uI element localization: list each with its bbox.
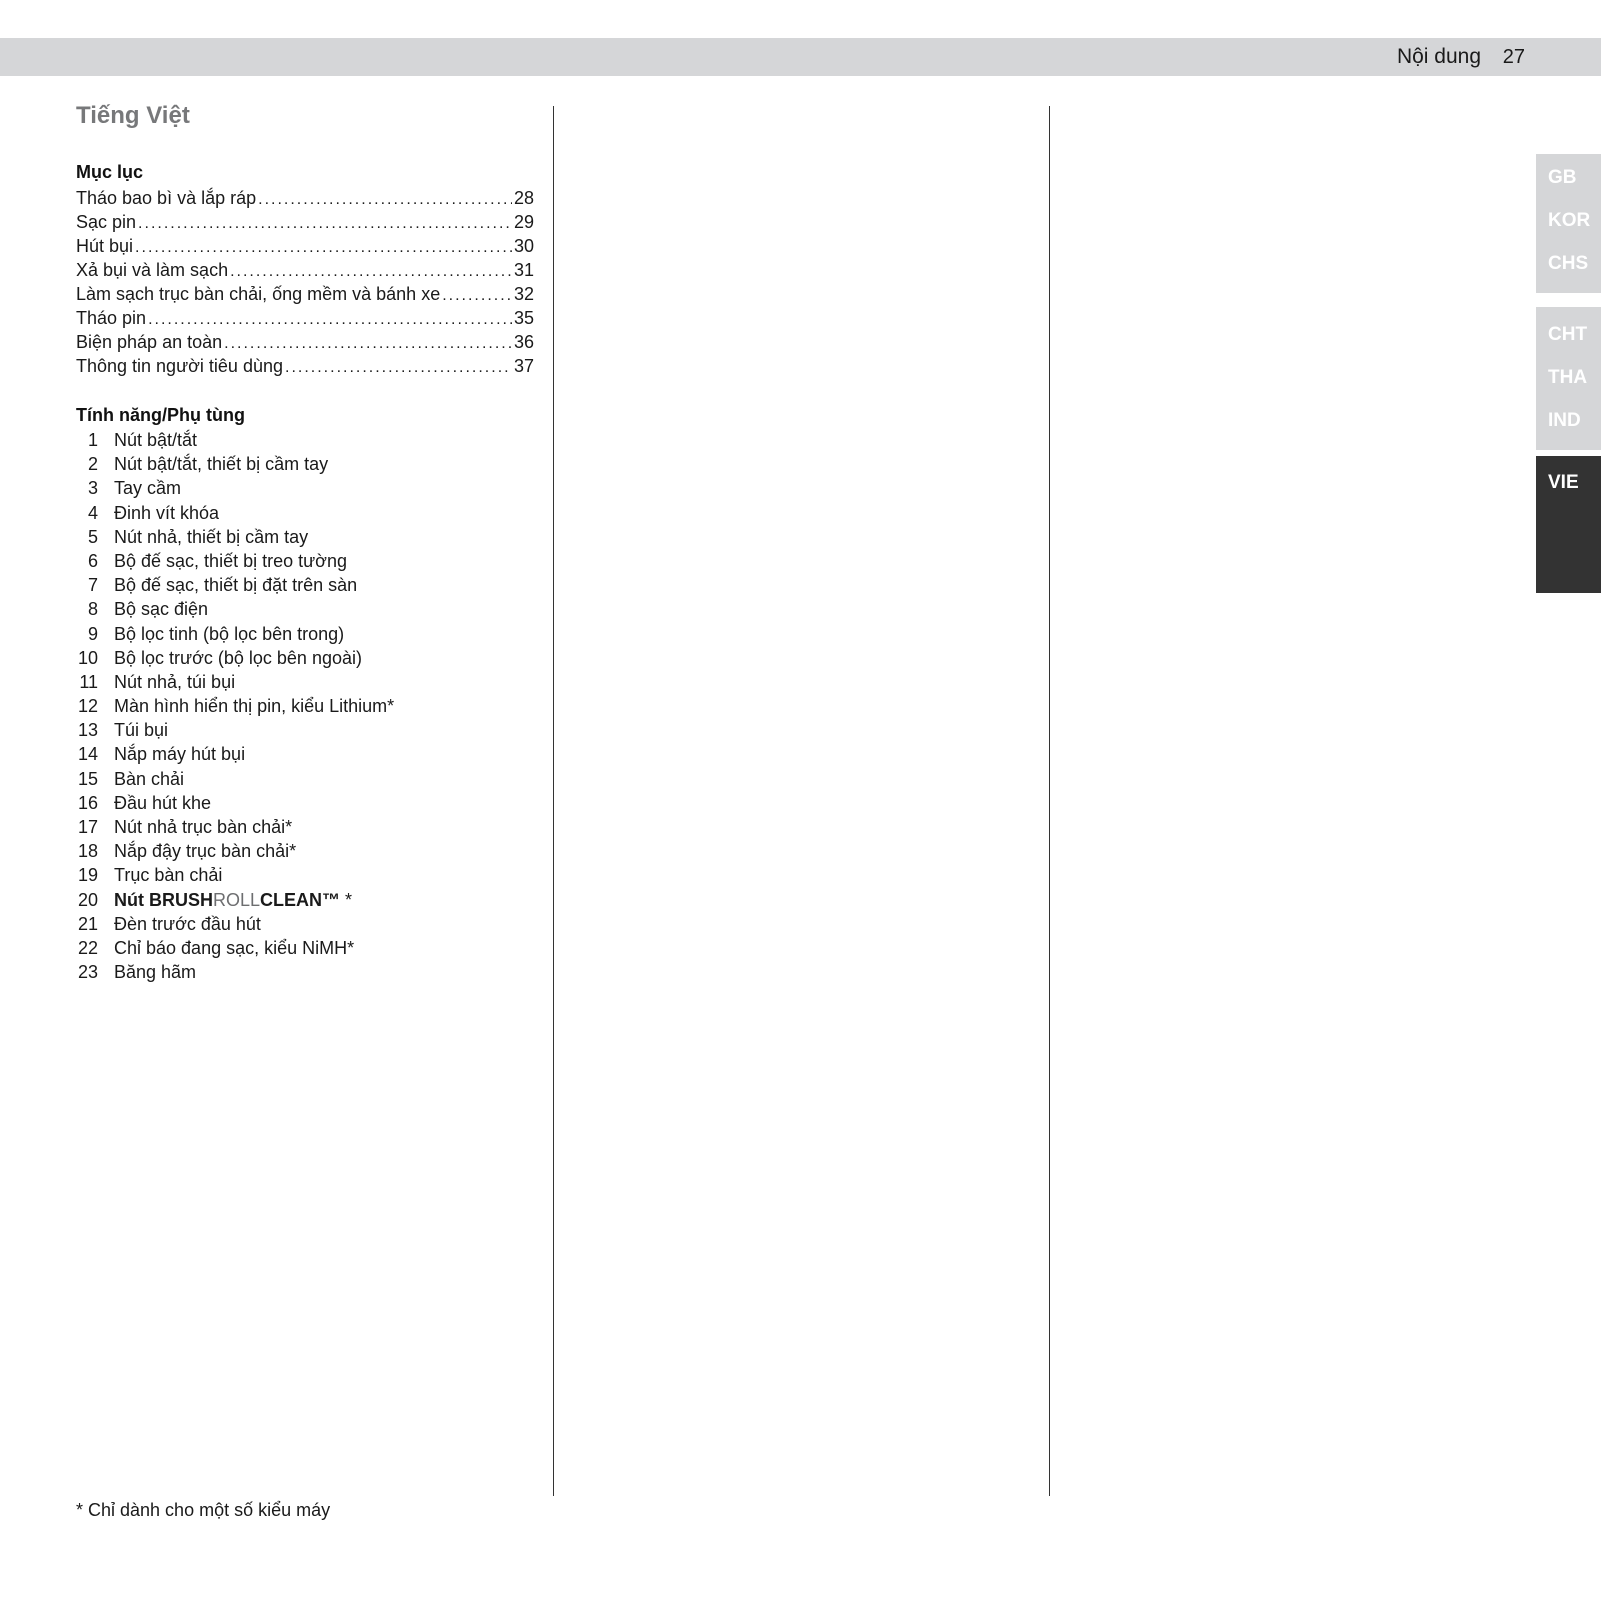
feature-item bbox=[76, 597, 534, 621]
toc-leader bbox=[135, 236, 512, 260]
feature-label: Chỉ báo đang sạc, kiểu NiMH* bbox=[114, 937, 355, 958]
toc-item[interactable] bbox=[76, 210, 534, 234]
feature-number: 11 bbox=[79, 671, 98, 692]
feature-number: 22 bbox=[77, 937, 98, 958]
feature-label: Tay cầm bbox=[114, 478, 182, 499]
feature-label: Nắp máy hút bụi bbox=[114, 744, 246, 765]
tab-gb[interactable]: GB bbox=[1548, 167, 1577, 188]
feature-number: 15 bbox=[77, 768, 98, 789]
feature-item bbox=[76, 815, 534, 839]
feature-label: Băng hãm bbox=[114, 962, 197, 983]
toc-leader bbox=[285, 356, 512, 380]
feature-number: 19 bbox=[77, 865, 98, 886]
feature-item bbox=[76, 525, 534, 549]
toc-item-page: 32 bbox=[513, 284, 534, 304]
brand-asterisk: * bbox=[340, 889, 353, 910]
feature-item bbox=[76, 476, 534, 500]
feature-item bbox=[76, 501, 534, 525]
features-heading: Tính năng/Phụ tùng bbox=[76, 405, 245, 425]
toc-heading: Mục lục bbox=[76, 162, 144, 182]
feature-number: 5 bbox=[87, 526, 98, 547]
feature-item bbox=[76, 742, 534, 766]
brand-light: ROLL bbox=[213, 889, 261, 910]
feature-number: 13 bbox=[77, 720, 98, 741]
feature-label: Màn hình hiển thị pin, kiểu Lithium* bbox=[114, 696, 395, 717]
toc-item-page: 30 bbox=[513, 236, 534, 256]
tab-vie[interactable]: VIE bbox=[1548, 472, 1579, 493]
feature-number: 18 bbox=[77, 841, 98, 862]
feature-label: Bộ sạc điện bbox=[114, 599, 209, 620]
feature-label: Nút nhả, túi bụi bbox=[114, 671, 236, 692]
feature-label: Đèn trước đầu hút bbox=[114, 913, 261, 934]
feature-item bbox=[76, 452, 534, 476]
feature-number: 17 bbox=[77, 817, 98, 837]
toc-item-label: Làm sạch trục bàn chải, ống mềm và bánh xe bbox=[76, 284, 441, 304]
features-list bbox=[76, 428, 534, 984]
feature-number: 8 bbox=[87, 599, 98, 620]
feature-label: Trục bàn chải bbox=[114, 865, 223, 886]
feature-label: Túi bụi bbox=[114, 720, 169, 741]
language-tab-group-1 bbox=[1536, 154, 1601, 293]
feature-item bbox=[76, 694, 534, 718]
toc-leader bbox=[224, 332, 512, 356]
toc-item-page: 29 bbox=[513, 212, 534, 232]
feature-item bbox=[76, 646, 534, 670]
feature-number: 3 bbox=[87, 478, 98, 499]
feature-number: 12 bbox=[77, 696, 98, 717]
feature-label: Bộ đế sạc, thiết bị đặt trên sàn bbox=[114, 575, 358, 596]
feature-number: 21 bbox=[77, 913, 98, 934]
footnote: * Chỉ dành cho một số kiểu máy bbox=[76, 1500, 331, 1520]
toc-item-label: Sạc pin bbox=[76, 212, 137, 232]
brand-suffix: CLEAN™ bbox=[260, 889, 341, 910]
toc-list bbox=[76, 186, 534, 378]
feature-number: 9 bbox=[87, 623, 98, 644]
feature-label: Đinh vít khóa bbox=[114, 502, 220, 523]
toc-leader bbox=[258, 188, 512, 212]
feature-item bbox=[76, 573, 534, 597]
feature-item bbox=[76, 670, 534, 694]
tab-ind[interactable]: IND bbox=[1548, 410, 1581, 431]
feature-item bbox=[76, 912, 534, 936]
toc-item-label: Xả bụi và làm sạch bbox=[76, 260, 229, 280]
toc-item-page: 36 bbox=[513, 332, 534, 352]
tab-chs[interactable]: CHS bbox=[1548, 253, 1589, 274]
feature-label: Bàn chải bbox=[114, 768, 185, 789]
toc-item-page: 37 bbox=[513, 356, 534, 376]
feature-number: 6 bbox=[87, 550, 98, 571]
toc-item[interactable] bbox=[76, 258, 534, 282]
feature-item bbox=[76, 767, 534, 791]
toc-item[interactable] bbox=[76, 306, 534, 330]
column-divider-2 bbox=[1049, 106, 1050, 1496]
toc-item[interactable] bbox=[76, 330, 534, 354]
feature-label: Nút nhả, thiết bị cầm tay bbox=[114, 526, 309, 547]
feature-item bbox=[76, 863, 534, 887]
tab-tha[interactable]: THA bbox=[1548, 367, 1588, 388]
feature-number: 4 bbox=[87, 502, 98, 523]
toc-item-label: Tháo pin bbox=[76, 308, 147, 328]
feature-label: Nút nhả trục bàn chải* bbox=[114, 817, 293, 837]
feature-label: Nút bật/tắt, thiết bị cầm tay bbox=[114, 454, 329, 475]
feature-item bbox=[76, 622, 534, 646]
feature-label: Bộ đế sạc, thiết bị treo tường bbox=[114, 550, 347, 571]
feature-item bbox=[76, 936, 534, 960]
brand-prefix: Nút BRUSH bbox=[114, 889, 213, 910]
toc-item[interactable] bbox=[76, 234, 534, 258]
language-tab-group-2 bbox=[1536, 307, 1601, 450]
toc-item-page: 28 bbox=[513, 188, 534, 208]
feature-label: Bộ lọc trước (bộ lọc bên ngoài) bbox=[114, 647, 362, 668]
feature-item bbox=[76, 960, 534, 984]
toc-item[interactable] bbox=[76, 186, 534, 210]
feature-item bbox=[76, 549, 534, 573]
feature-number: 10 bbox=[77, 647, 98, 668]
tab-kor[interactable]: KOR bbox=[1548, 210, 1591, 231]
feature-number: 20 bbox=[77, 889, 98, 910]
feature-number: 23 bbox=[77, 962, 98, 983]
page-number: 27 bbox=[1502, 46, 1525, 68]
feature-number: 16 bbox=[77, 792, 98, 813]
feature-number: 2 bbox=[87, 454, 98, 475]
toc-leader bbox=[230, 260, 512, 284]
feature-item bbox=[76, 718, 534, 742]
feature-number: 1 bbox=[87, 430, 98, 450]
toc-leader bbox=[138, 212, 512, 236]
feature-number: 7 bbox=[87, 575, 98, 596]
toc-leader bbox=[148, 308, 512, 332]
header-title: Nội dung bbox=[1396, 45, 1481, 68]
toc-item-label: Thông tin người tiêu dùng bbox=[76, 356, 283, 376]
feature-number: 14 bbox=[77, 744, 98, 765]
feature-item bbox=[76, 428, 534, 452]
toc-leader bbox=[442, 284, 512, 308]
language-tab-active bbox=[1536, 456, 1601, 593]
toc-item[interactable] bbox=[76, 282, 534, 306]
page-header bbox=[0, 38, 1601, 76]
toc-item-page: 35 bbox=[513, 308, 534, 328]
tab-cht[interactable]: CHT bbox=[1548, 324, 1588, 345]
feature-label: Đầu hút khe bbox=[114, 792, 212, 813]
feature-label: Nắp đậy trục bàn chải* bbox=[114, 841, 297, 862]
toc-item[interactable] bbox=[76, 354, 534, 378]
toc-item-label: Tháo bao bì và lắp ráp bbox=[76, 188, 257, 208]
column-divider-1 bbox=[553, 106, 554, 1496]
feature-label: Bộ lọc tinh (bộ lọc bên trong) bbox=[114, 623, 345, 644]
toc-item-label: Biện pháp an toàn bbox=[76, 332, 223, 352]
toc-item-page: 31 bbox=[513, 260, 534, 280]
language-title: Tiếng Việt bbox=[76, 102, 190, 129]
feature-item bbox=[76, 839, 534, 863]
toc-item-label: Hút bụi bbox=[76, 236, 134, 256]
feature-item bbox=[76, 791, 534, 815]
feature-label: Nút bật/tắt bbox=[114, 430, 198, 450]
feature-item-brushrollclean bbox=[76, 888, 534, 912]
